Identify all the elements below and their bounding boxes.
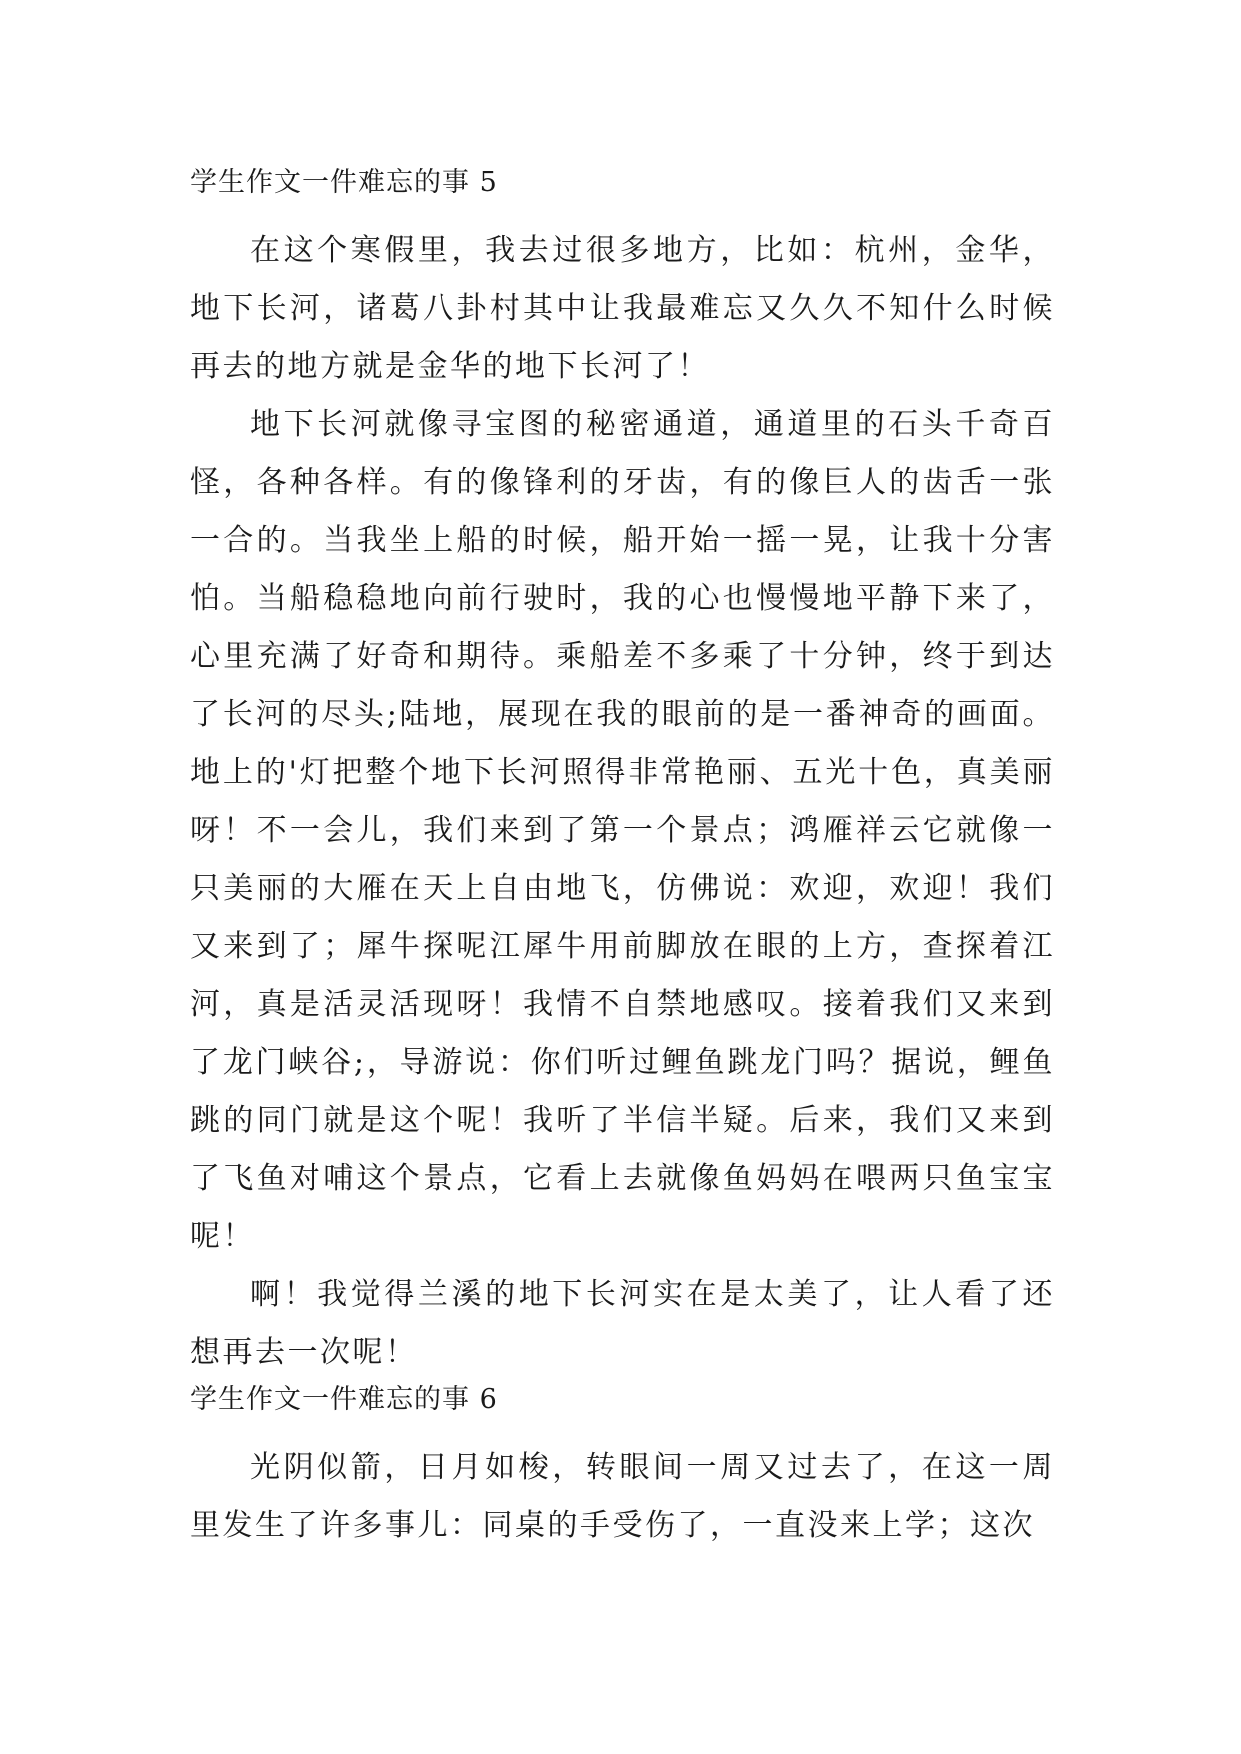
- section-heading: 学生作文一件难忘的事 5: [190, 167, 498, 198]
- document-body: [190, 165, 1055, 1555]
- paragraph: 地下长河就像寻宝图的秘密通道，通道里的石头千奇百怪，各种各样。有的像锋利的牙齿，有的像巨人的齿舌一张一合的。当我坐上船的时候，船开始一摇一晃，让我十分害怕。当船稳稳地向前行驶时，我的心也慢慢地平静下来了，心里充满了好奇和期待。乘船差不多乘了十分钟，终于到达了长河的尽头;陆地，展现在我的眼前的是一番神奇的画面。地上的'灯把整个地下长河照得非常艳丽、五光十色，真美丽呀！不一会儿，我们来到了第一个景点；鸿雁祥云它就像一只美丽的大雁在天上自由地飞，仿佛说：欢迎，欢迎！我们又来到了；犀牛探呢江犀牛用前脚放在眼的上方，查探着江河，真是活灵活现呀！我情不自禁地感叹。接着我们又来到了龙门峡谷;，导游说：你们听过鲤鱼跳龙门吗？据说，鲤鱼跳的同门就是这个呢！我听了半信半疑。后来，我们又来到了飞鱼对哺这个景点，它看上去就像鱼妈妈在喂两只鱼宝宝呢！: [190, 407, 1055, 1254]
- paragraph: 光阴似箭，日月如梭，转眼间一周又过去了，在这一周里发生了许多事儿：同桌的手受伤了，一直没来上学；这次: [190, 1450, 1055, 1543]
- paragraph: 啊！我觉得兰溪的地下长河实在是太美了，让人看了还想再去一次呢！: [190, 1277, 1055, 1370]
- paragraph: 在这个寒假里，我去过很多地方，比如：杭州，金华，地下长河，诸葛八卦村其中让我最难忘又久久不知什么时候再去的地方就是金华的地下长河了！: [190, 233, 1055, 384]
- section-heading: 学生作文一件难忘的事 6: [190, 1384, 498, 1415]
